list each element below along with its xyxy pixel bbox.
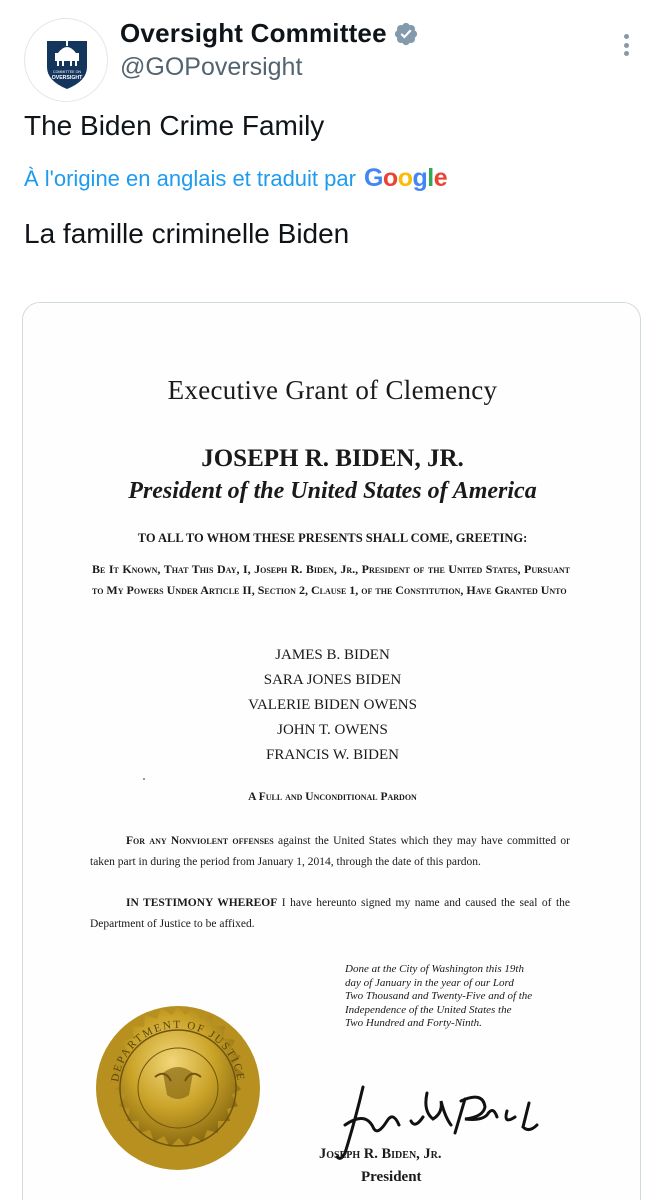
google-logo-icon: Google bbox=[363, 164, 448, 192]
avatar-label-top: COMMITTEE ON bbox=[53, 70, 81, 74]
seal-inscription: DEPARTMENT OF JUSTICE bbox=[109, 1018, 247, 1083]
testimony-text: I have hereunto signed my name and caused the seal of the Department of Justice to be affixed. bbox=[90, 897, 571, 930]
document-president-name: JOSEPH R. BIDEN, JR. bbox=[201, 445, 464, 472]
document-offenses bbox=[90, 831, 570, 873]
more-options-icon[interactable] bbox=[614, 30, 638, 60]
done-at-line: Independence of the United States the bbox=[345, 1003, 512, 1016]
grantee-name: JAMES B. BIDEN bbox=[275, 647, 390, 663]
document-testimony bbox=[90, 893, 570, 935]
account-name-row[interactable] bbox=[120, 18, 419, 49]
capitol-logo-icon bbox=[25, 19, 108, 102]
verified-badge-icon[interactable] bbox=[393, 21, 419, 47]
account-handle[interactable]: @GOPoversight bbox=[120, 53, 303, 81]
done-at-line: Done at the City of Washington this 19th bbox=[345, 963, 524, 975]
post-image[interactable] bbox=[22, 302, 641, 1200]
document-title: Executive Grant of Clemency bbox=[167, 375, 498, 405]
scan-mark bbox=[143, 778, 145, 780]
account-display-name[interactable]: Oversight Committee bbox=[120, 18, 387, 48]
avatar-label-main: OVERSIGHT bbox=[51, 75, 83, 81]
grantee-name: SARA JONES BIDEN bbox=[263, 672, 402, 688]
post-text: The Biden Crime Family bbox=[24, 110, 325, 141]
grantee-name: VALERIE BIDEN OWENS bbox=[248, 697, 417, 713]
document-president-role: President of the United States of America bbox=[128, 478, 537, 504]
document-be-it-known: Be It Known, That This Day, I, Joseph R. Biden, Jr., President of the United States, Pursuant to My Powers Under Article II, Section 2, Clause 1, of the Constitution, Have Granted Unto bbox=[92, 562, 570, 597]
clemency-document bbox=[23, 303, 641, 1200]
testimony-lead: IN TESTIMONY WHEREOF bbox=[126, 897, 278, 909]
document-greeting: TO ALL TO WHOM THESE PRESENTS SHALL COME, GREETING: bbox=[137, 531, 528, 545]
grantee-name: FRANCIS W. BIDEN bbox=[266, 747, 399, 763]
document-pardon-type: A Full and Unconditional Pardon bbox=[248, 791, 417, 803]
account-avatar[interactable] bbox=[24, 18, 108, 102]
done-at-line: Two Thousand and Twenty-Five and of the bbox=[345, 990, 533, 1002]
translation-label[interactable]: À l'origine en anglais et traduit par bbox=[24, 165, 356, 191]
signer-title: President bbox=[361, 1169, 422, 1185]
translated-text: La famille criminelle Biden bbox=[24, 218, 350, 249]
offenses-lead: For any Nonviolent offenses bbox=[126, 835, 274, 847]
translation-attribution[interactable] bbox=[24, 164, 447, 193]
signer-name: Joseph R. Biden, Jr. bbox=[319, 1146, 442, 1162]
done-at-line: Two Hundred and Forty-Ninth. bbox=[345, 1017, 482, 1029]
offenses-text: against the United States which they may have committed or taken part in during the period from January 1, 2014, through the date of this pardon. bbox=[90, 835, 571, 868]
grantee-name: JOHN T. OWENS bbox=[277, 722, 388, 738]
grantee-list bbox=[23, 643, 641, 768]
done-at-line: day of January in the year of our Lord bbox=[345, 976, 514, 989]
